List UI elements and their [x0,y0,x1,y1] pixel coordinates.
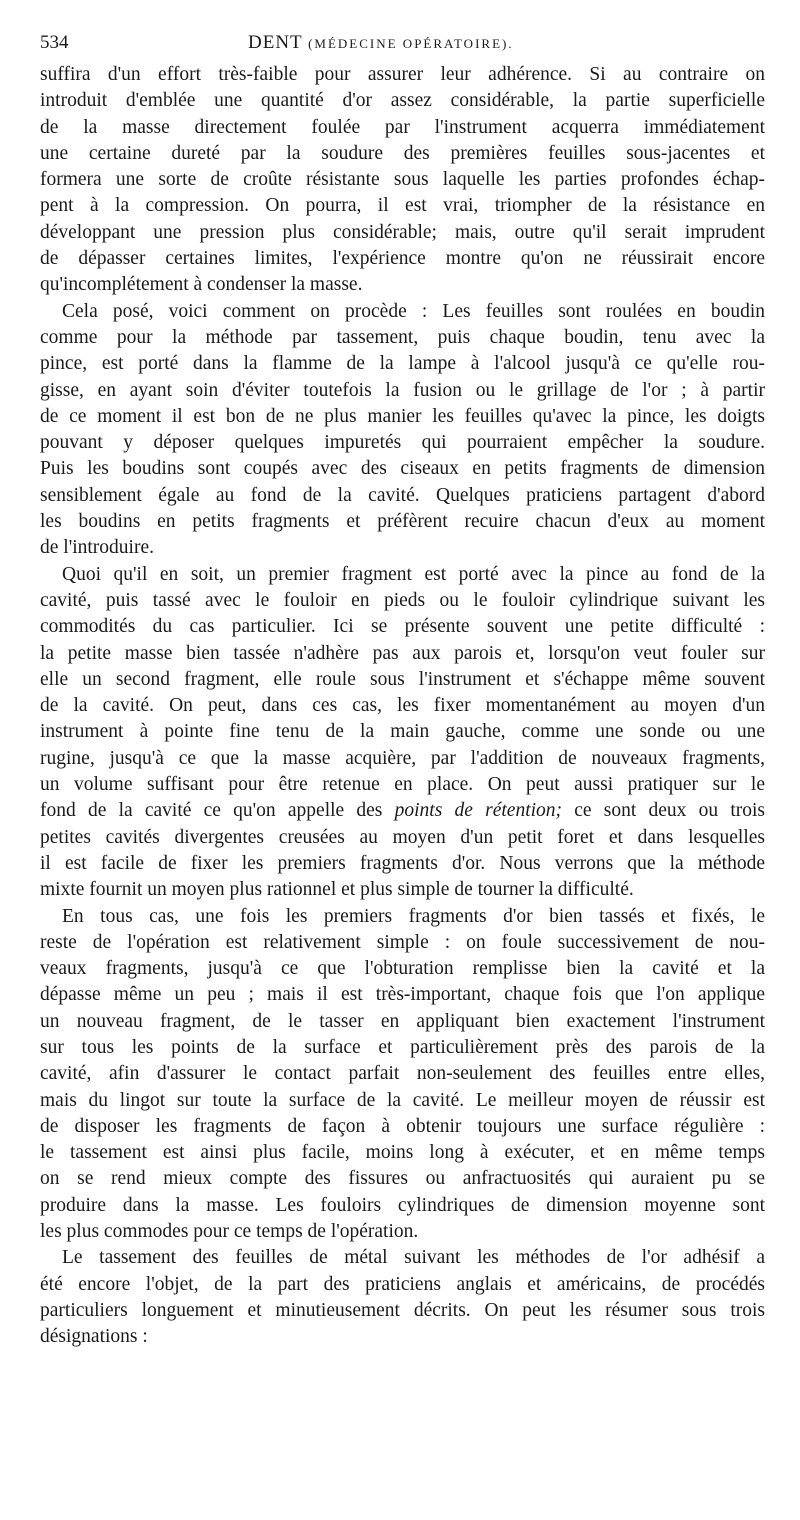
page-number: 534 [40,32,69,53]
running-title [248,32,514,54]
body-text [40,62,765,1351]
text-line: il est facile de fixer les premiers fragments d'or. Nous verrons que la méthode [40,852,765,874]
text-line: petites cavités divergentes creusées au moyen d'un petit foret et dans lesquelles [40,826,765,848]
text-line: particuliers longuement et minutieusement décrits. On peut les résumer sous trois [40,1299,765,1321]
text-line: Le tassement des feuilles de métal suivant les méthodes de l'or adhésif a [62,1247,765,1269]
text-line: pouvant y déposer quelques impuretés qui pourraient empêcher la soudure. [40,432,765,454]
text-line: le tassement est ainsi plus facile, moins long à exécuter, et en même temps [40,1142,765,1164]
text-line: cavité, puis tassé avec le fouloir en pieds ou le fouloir cylindrique suivant les [40,589,765,611]
running-title-sub: (MÉDECINE OPÉRATOIRE). [308,36,514,51]
text-line: de dépasser certaines limites, l'expérience montre qu'on ne réussirait encore [40,248,765,270]
text-line: Puis les boudins sont coupés avec des ciseaux en petits fragments de dimension [40,458,765,480]
text-line: les boudins en petits fragments et préfèrent recuire chacun d'eux au moment [40,511,765,533]
running-title-main: DENT [248,32,303,53]
text-line: une certaine dureté par la soudure des premières feuilles sous-jacentes et [40,142,765,164]
text-line: de la masse directement foulée par l'instrument acquerra immédiatement [40,116,765,138]
text-line: instrument à pointe fine tenu de la main gauche, comme une sonde ou une [40,721,765,743]
text-line: de disposer les fragments de façon à obtenir toujours une surface régulière : [40,1115,765,1137]
text-line: pince, est porté dans la flamme de la lampe à l'alcool jusqu'à ce qu'elle rou- [40,353,765,375]
text-line: de la cavité. On peut, dans ces cas, les fixer momentanément au moyen d'un [40,695,765,717]
text-line: dépasse même un peu ; mais il est très-important, chaque fois que l'on applique [40,984,765,1006]
text-line: cavité, afin d'assurer le contact parfait non-seulement des feuilles entre elles, [40,1063,765,1085]
text-line: sur tous les points de la surface et particulièrement près des parois de la [40,1036,765,1058]
text-line: été encore l'objet, de la part des praticiens anglais et américains, de procédés [40,1273,765,1295]
text-line: formera une sorte de croûte résistante sous laquelle les parties profondes échap- [40,169,765,191]
text-line: mixte fournit un moyen plus rationnel et plus simple de tourner la difficulté. [40,879,634,901]
text-line: désignations : [40,1326,148,1348]
text-line: fond de la cavité ce qu'on appelle des points de rétention; ce sont deux ou trois [40,800,765,822]
text-line: sensiblement égale au fond de la cavité. Quelques praticiens partagent d'abord [40,484,765,506]
text-line: suffira d'un effort très-faible pour assurer leur adhérence. Si au contraire on [40,64,765,85]
text-line: gisse, en ayant soin d'éviter toutefois la fusion ou le grillage de l'or ; à partir [40,379,765,401]
text-line: Cela posé, voici comment on procède : Les feuilles sont roulées en boudin [62,300,765,322]
italic-term: points de rétention; [394,800,563,822]
page-header [40,28,765,56]
text-line: la petite masse bien tassée n'adhère pas aux parois et, lorsqu'on veut fouler sur [40,642,765,664]
text-line: Quoi qu'il en soit, un premier fragment est porté avec la pince au fond de la [62,563,765,585]
text-line: pent à la compression. On pourra, il est vrai, triompher de la résistance en [40,195,765,217]
text-line: de ce moment il est bon de ne plus manier les feuilles qu'avec la pince, les doigts [40,405,765,427]
text-line: développant une pression plus considérable; mais, outre qu'il serait imprudent [40,221,765,243]
text-line: En tous cas, une fois les premiers fragments d'or bien tassés et fixés, le [62,905,765,927]
text-line: commodités du cas particulier. Ici se présente souvent une petite difficulté : [40,616,765,638]
text-line: elle un second fragment, elle roule sous l'instrument et s'échappe même souvent [40,668,765,690]
text-line: introduit d'emblée une quantité d'or assez considérable, la partie superficielle [40,90,765,112]
text-line: comme pour la méthode par tassement, puis chaque boudin, tenu avec la [40,326,765,348]
text-line: un nouveau fragment, de le tasser en appliquant bien exactement l'instrument [40,1010,765,1032]
text-line: mais du lingot sur toute la surface de la cavité. Le meilleur moyen de réussir est [40,1089,765,1111]
text-line: de l'introduire. [40,537,154,559]
text-line: on se rend mieux compte des fissures ou anfractuosités qui auraient pu se [40,1168,765,1190]
text-line: reste de l'opération est relativement simple : on foule successivement de nou- [40,931,765,953]
text-line: un volume suffisant pour être retenue en place. On peut aussi pratiquer sur le [40,774,765,796]
text-line: les plus commodes pour ce temps de l'opération. [40,1221,419,1243]
book-page [40,28,765,1351]
text-line: qu'incomplétement à condenser la masse. [40,274,363,296]
text-line: produire dans la masse. Les fouloirs cylindriques de dimension moyenne sont [40,1194,765,1216]
text-line: rugine, jusqu'à ce que la masse acquière, par l'addition de nouveaux fragments, [40,747,765,769]
text-line: veaux fragments, jusqu'à ce que l'obturation remplisse bien la cavité et la [40,958,765,980]
